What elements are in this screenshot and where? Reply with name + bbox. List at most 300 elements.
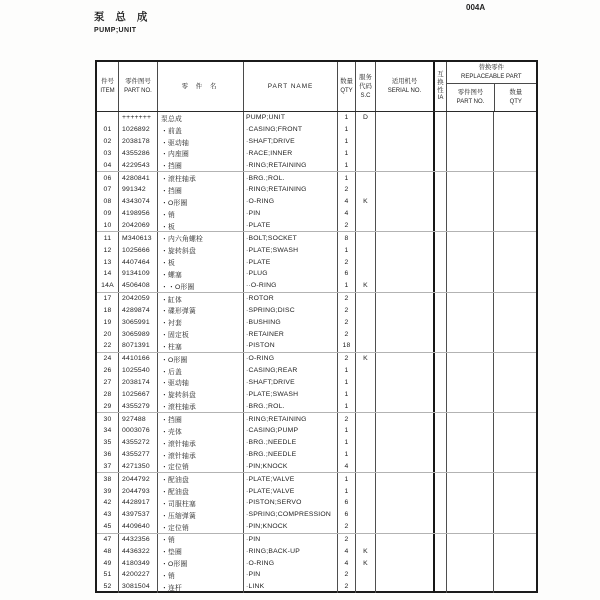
cell-item: 03 (103, 149, 112, 157)
table-row (97, 136, 536, 148)
cell-item: 02 (103, 138, 112, 146)
cell-serial-no (375, 340, 433, 352)
cell-qty: 1 (337, 244, 355, 256)
cell-service-code (355, 449, 375, 461)
cell-serial-no (375, 256, 433, 268)
cell-replacement-part-no (446, 148, 493, 160)
cell-serial-no (375, 557, 433, 569)
cell-service-code (355, 460, 375, 472)
cell-name-cn: ・垫圈 (157, 545, 243, 557)
cell-part-no: 4180349 (118, 557, 157, 569)
cell-part-no: 4436322 (118, 545, 157, 557)
cell-name-cn: ・缸体 (157, 293, 243, 305)
cell-interchangeability (433, 280, 446, 292)
cell-qty: 1 (337, 485, 355, 497)
cell-part-no: M340613 (118, 232, 157, 244)
cell-part-no: 0003076 (118, 425, 157, 437)
cell-serial-no (375, 316, 433, 328)
cell-serial-no (375, 534, 433, 546)
header-replaceable-part (446, 62, 536, 111)
cell-interchangeability (433, 172, 446, 184)
table-row (97, 352, 536, 365)
cell-replacement-qty (493, 534, 536, 546)
cell-replacement-part-no (446, 184, 493, 196)
cell-replacement-part-no (446, 425, 493, 437)
cell-service-code (355, 124, 375, 136)
cell-name-cn: ・板 (157, 256, 243, 268)
cell-name-cn: ・司服柱塞 (157, 497, 243, 509)
cell-part-name: ·SPRING;DISC (243, 305, 337, 317)
cell-serial-no (375, 521, 433, 533)
cell-interchangeability (433, 112, 446, 124)
cell-qty: 2 (337, 328, 355, 340)
header-replaceable-part-title: 替换零件 REPLACEABLE PART (447, 62, 536, 84)
cell-service-code (355, 485, 375, 497)
cell-part-no: 1025540 (118, 365, 157, 377)
cell-serial-no (375, 545, 433, 557)
cell-qty: 6 (337, 497, 355, 509)
table-row (97, 148, 536, 160)
cell-part-name: ·PLATE;SWASH (243, 388, 337, 400)
cell-serial-no (375, 425, 433, 437)
cell-replacement-part-no (446, 449, 493, 461)
cell-name-cn: ・销 (157, 534, 243, 546)
cell-name-cn: ・滚柱轴承 (157, 400, 243, 412)
cell-serial-no (375, 569, 433, 581)
cell-part-name: ·PLATE (243, 256, 337, 268)
cell-part-no: 2038174 (118, 377, 157, 389)
cell-interchangeability (433, 148, 446, 160)
cell-replacement-qty (493, 485, 536, 497)
cell-item: 14A (101, 282, 114, 290)
cell-item: 06 (103, 174, 112, 182)
cell-name-cn: ・板 (157, 220, 243, 232)
cell-replacement-part-no (446, 557, 493, 569)
cell-interchangeability (433, 497, 446, 509)
cell-item: 34 (103, 427, 112, 435)
cell-qty: 18 (337, 340, 355, 352)
cell-replacement-part-no (446, 400, 493, 412)
cell-part-name: ·BRG.;ROL. (243, 400, 337, 412)
cell-service-code (355, 365, 375, 377)
cell-serial-no (375, 293, 433, 305)
cell-part-no: 4506408 (118, 280, 157, 292)
title-block (94, 9, 151, 34)
cell-service-code (355, 293, 375, 305)
cell-part-no: 4355286 (118, 148, 157, 160)
cell-replacement-part-no (446, 159, 493, 171)
cell-replacement-part-no (446, 280, 493, 292)
cell-replacement-part-no (446, 293, 493, 305)
cell-part-name: ·PLUG (243, 268, 337, 280)
cell-serial-no (375, 497, 433, 509)
cell-replacement-qty (493, 581, 536, 593)
cell-part-name: ·BUSHING (243, 316, 337, 328)
cell-name-cn: ・前盖 (157, 124, 243, 136)
cell-qty: 4 (337, 196, 355, 208)
header-service-code: 服务 代码 S.C (355, 62, 375, 111)
cell-service-code (355, 316, 375, 328)
cell-qty: 2 (337, 316, 355, 328)
cell-replacement-qty (493, 557, 536, 569)
cell-name-cn: ・定位销 (157, 460, 243, 472)
cell-item: 04 (103, 161, 112, 169)
cell-item: 49 (103, 559, 112, 567)
table-row (97, 220, 536, 232)
cell-qty: 1 (337, 377, 355, 389)
header-serial-no: 适用机号 SERIAL NO. (375, 62, 433, 111)
cell-replacement-part-no (446, 377, 493, 389)
cell-qty: 2 (337, 353, 355, 365)
cell-service-code (355, 534, 375, 546)
cell-part-name: ·PIN;KNOCK (243, 460, 337, 472)
cell-replacement-qty (493, 497, 536, 509)
cell-serial-no (375, 413, 433, 425)
cell-item: 35 (103, 439, 112, 447)
cell-interchangeability (433, 473, 446, 485)
cell-qty: 2 (337, 184, 355, 196)
cell-item: 48 (103, 547, 112, 555)
cell-part-no: 9134109 (118, 268, 157, 280)
cell-interchangeability (433, 184, 446, 196)
cell-item: 11 (103, 234, 112, 242)
cell-item: 45 (103, 523, 112, 531)
cell-item: 14 (103, 270, 112, 278)
cell-service-code (355, 473, 375, 485)
table-row (97, 437, 536, 449)
cell-replacement-qty (493, 184, 536, 196)
cell-interchangeability (433, 305, 446, 317)
cell-replacement-part-no (446, 413, 493, 425)
cell-interchangeability (433, 437, 446, 449)
cell-part-name: ·PLATE (243, 220, 337, 232)
cell-part-name: ·RING;RETAINING (243, 184, 337, 196)
cell-replacement-qty (493, 159, 536, 171)
cell-replacement-qty (493, 244, 536, 256)
cell-service-code (355, 413, 375, 425)
cell-interchangeability (433, 159, 446, 171)
cell-name-cn: ・・O形圈 (157, 280, 243, 292)
cell-part-no: 4432356 (118, 534, 157, 546)
cell-replacement-qty (493, 220, 536, 232)
cell-replacement-qty (493, 509, 536, 521)
cell-qty: 2 (337, 256, 355, 268)
cell-item: 37 (103, 462, 112, 470)
cell-interchangeability (433, 328, 446, 340)
cell-replacement-qty (493, 328, 536, 340)
cell-serial-no (375, 124, 433, 136)
table-row (97, 159, 536, 171)
table-row (97, 400, 536, 412)
cell-service-code (355, 208, 375, 220)
cell-replacement-qty (493, 569, 536, 581)
cell-part-no: 2042059 (118, 293, 157, 305)
cell-qty: 2 (337, 293, 355, 305)
cell-qty: 4 (337, 557, 355, 569)
cell-service-code (355, 305, 375, 317)
cell-replacement-qty (493, 280, 536, 292)
cell-replacement-qty (493, 256, 536, 268)
cell-replacement-part-no (446, 196, 493, 208)
cell-name-cn: ・驱动轴 (157, 377, 243, 389)
cell-replacement-qty (493, 449, 536, 461)
cell-interchangeability (433, 521, 446, 533)
table-row (97, 425, 536, 437)
cell-interchangeability (433, 124, 446, 136)
cell-part-name: ·RING;RETAINING (243, 159, 337, 171)
cell-name-cn: ・后盖 (157, 365, 243, 377)
cell-part-no: 991342 (118, 184, 157, 196)
cell-replacement-qty (493, 305, 536, 317)
cell-part-no: 927488 (118, 413, 157, 425)
cell-interchangeability (433, 208, 446, 220)
cell-replacement-part-no (446, 581, 493, 593)
cell-part-name: ·ROTOR (243, 293, 337, 305)
cell-item: 12 (103, 246, 112, 254)
cell-part-name: ·SPRING;COMPRESSION (243, 509, 337, 521)
header-item: 件号 ITEM (100, 78, 115, 95)
cell-name-cn: ・挡圈 (157, 413, 243, 425)
cell-interchangeability (433, 534, 446, 546)
cell-name-cn: ・定位销 (157, 521, 243, 533)
cell-part-no: 2044792 (118, 473, 157, 485)
cell-name-cn: 泵总成 (157, 112, 243, 124)
cell-interchangeability (433, 569, 446, 581)
cell-service-code (355, 136, 375, 148)
cell-replacement-qty (493, 365, 536, 377)
cell-part-name: ·CASING;PUMP (243, 425, 337, 437)
table-row (97, 196, 536, 208)
cell-replacement-qty (493, 545, 536, 557)
cell-name-cn: ・内六角螺栓 (157, 232, 243, 244)
cell-item: 47 (103, 535, 112, 543)
cell-service-code (355, 184, 375, 196)
cell-interchangeability (433, 196, 446, 208)
cell-name-cn: ・O形圈 (157, 196, 243, 208)
cell-replacement-qty (493, 196, 536, 208)
cell-item: 01 (103, 126, 112, 134)
header-interchangeability: 互 换 性 IA (433, 62, 446, 111)
cell-serial-no (375, 437, 433, 449)
cell-replacement-qty (493, 425, 536, 437)
cell-replacement-qty (493, 400, 536, 412)
cell-replacement-part-no (446, 220, 493, 232)
cell-replacement-part-no (446, 485, 493, 497)
cell-interchangeability (433, 244, 446, 256)
cell-item: 38 (103, 475, 112, 483)
table-row (97, 340, 536, 352)
cell-replacement-qty (493, 473, 536, 485)
cell-serial-no (375, 305, 433, 317)
cell-part-name: ·PISTON;SERVO (243, 497, 337, 509)
cell-qty: 1 (337, 136, 355, 148)
cell-replacement-part-no (446, 365, 493, 377)
cell-part-name: ·CASING;FRONT (243, 124, 337, 136)
cell-qty: 1 (337, 280, 355, 292)
table-row (97, 497, 536, 509)
cell-replacement-part-no (446, 437, 493, 449)
cell-item: 42 (103, 499, 112, 507)
cell-serial-no (375, 365, 433, 377)
cell-replacement-part-no (446, 509, 493, 521)
cell-qty: 4 (337, 460, 355, 472)
cell-replacement-part-no (446, 521, 493, 533)
table-row (97, 244, 536, 256)
table-row (97, 316, 536, 328)
cell-interchangeability (433, 340, 446, 352)
cell-replacement-qty (493, 293, 536, 305)
cell-part-no: 2038178 (118, 136, 157, 148)
cell-qty: 2 (337, 413, 355, 425)
cell-replacement-qty (493, 460, 536, 472)
cell-replacement-part-no (446, 244, 493, 256)
cell-service-code (355, 388, 375, 400)
cell-replacement-part-no (446, 136, 493, 148)
cell-name-cn: ・驱动轴 (157, 136, 243, 148)
cell-qty: 1 (337, 388, 355, 400)
cell-part-name: ·CASING;REAR (243, 365, 337, 377)
cell-name-cn: ・滚针轴承 (157, 449, 243, 461)
cell-item: 09 (103, 210, 112, 218)
cell-part-no: 4229543 (118, 159, 157, 171)
cell-service-code: K (355, 196, 375, 208)
cell-service-code (355, 425, 375, 437)
cell-interchangeability (433, 557, 446, 569)
cell-service-code (355, 437, 375, 449)
cell-replacement-part-no (446, 340, 493, 352)
cell-item: 26 (103, 367, 112, 375)
cell-serial-no (375, 159, 433, 171)
cell-qty: 4 (337, 208, 355, 220)
table-row (97, 460, 536, 472)
cell-name-cn: ・连杆 (157, 581, 243, 593)
cell-part-name: ·LINK (243, 581, 337, 593)
cell-name-cn: ・O形圈 (157, 353, 243, 365)
cell-interchangeability (433, 449, 446, 461)
cell-interchangeability (433, 293, 446, 305)
cell-replacement-part-no (446, 172, 493, 184)
cell-serial-no (375, 208, 433, 220)
cell-part-no: 2042069 (118, 220, 157, 232)
cell-service-code (355, 509, 375, 521)
cell-item: 43 (103, 511, 112, 519)
cell-part-no: 4397537 (118, 509, 157, 521)
table-row (97, 268, 536, 280)
cell-name-cn: ・挡圈 (157, 184, 243, 196)
cell-service-code (355, 172, 375, 184)
cell-part-name: PUMP;UNIT (243, 112, 337, 124)
cell-serial-no (375, 509, 433, 521)
cell-serial-no (375, 136, 433, 148)
cell-replacement-part-no (446, 388, 493, 400)
cell-item: 18 (103, 306, 112, 314)
cell-qty: 6 (337, 509, 355, 521)
cell-interchangeability (433, 581, 446, 593)
cell-name-cn: ・衬套 (157, 316, 243, 328)
cell-name-cn: ・滚柱轴承 (157, 172, 243, 184)
cell-item: 24 (103, 355, 112, 363)
cell-service-code (355, 497, 375, 509)
table-row (97, 184, 536, 196)
cell-part-name: ·PLATE;SWASH (243, 244, 337, 256)
cell-service-code (355, 268, 375, 280)
cell-service-code (355, 521, 375, 533)
cell-replacement-qty (493, 521, 536, 533)
cell-part-name: ·RING;RETAINING (243, 413, 337, 425)
cell-item: 17 (103, 295, 112, 303)
cell-part-name: ·PISTON (243, 340, 337, 352)
cell-replacement-part-no (446, 256, 493, 268)
cell-service-code: D (355, 112, 375, 124)
cell-service-code (355, 220, 375, 232)
cell-part-no: 8071391 (118, 340, 157, 352)
cell-replacement-part-no (446, 208, 493, 220)
cell-serial-no (375, 485, 433, 497)
table-row (97, 472, 536, 485)
table-row (97, 365, 536, 377)
cell-replacement-part-no (446, 112, 493, 124)
cell-qty: 2 (337, 305, 355, 317)
header-repl-qty: 数量 QTY (494, 84, 536, 111)
cell-serial-no (375, 388, 433, 400)
cell-serial-no (375, 196, 433, 208)
cell-part-no: 3081504 (118, 581, 157, 593)
table-row (97, 509, 536, 521)
cell-qty: 2 (337, 534, 355, 546)
table-row (97, 569, 536, 581)
cell-qty: 2 (337, 220, 355, 232)
cell-qty: 8 (337, 232, 355, 244)
cell-replacement-qty (493, 437, 536, 449)
cell-part-no: 4343074 (118, 196, 157, 208)
cell-service-code: K (355, 280, 375, 292)
cell-serial-no (375, 148, 433, 160)
cell-replacement-qty (493, 388, 536, 400)
table-row (97, 124, 536, 136)
cell-part-name: ·PIN (243, 208, 337, 220)
cell-item: 10 (103, 222, 112, 230)
cell-name-cn: ・柱塞 (157, 340, 243, 352)
cell-interchangeability (433, 400, 446, 412)
table-row (97, 412, 536, 425)
cell-part-name: ·RACE;INNER (243, 148, 337, 160)
cell-part-name: ·BRG.;NEEDLE (243, 437, 337, 449)
cell-name-cn: ・碟形弹簧 (157, 305, 243, 317)
cell-part-name: ·O-RING (243, 557, 337, 569)
cell-item: 07 (103, 186, 112, 194)
cell-part-no: 4407464 (118, 256, 157, 268)
cell-part-no: 1026892 (118, 124, 157, 136)
table-row (97, 521, 536, 533)
table-row (97, 112, 536, 124)
cell-service-code (355, 148, 375, 160)
cell-service-code: K (355, 545, 375, 557)
cell-interchangeability (433, 509, 446, 521)
cell-item: 20 (103, 330, 112, 338)
cell-part-name: ·PLATE;VALVE (243, 473, 337, 485)
cell-service-code (355, 400, 375, 412)
doc-code: 004A (466, 3, 486, 12)
cell-replacement-qty (493, 172, 536, 184)
table-row (97, 171, 536, 184)
table-row (97, 388, 536, 400)
cell-part-name: ·PIN (243, 534, 337, 546)
cell-item: 36 (103, 451, 112, 459)
cell-name-cn: ・滚针轴承 (157, 437, 243, 449)
cell-item: 08 (103, 198, 112, 206)
cell-service-code (355, 328, 375, 340)
cell-serial-no (375, 232, 433, 244)
